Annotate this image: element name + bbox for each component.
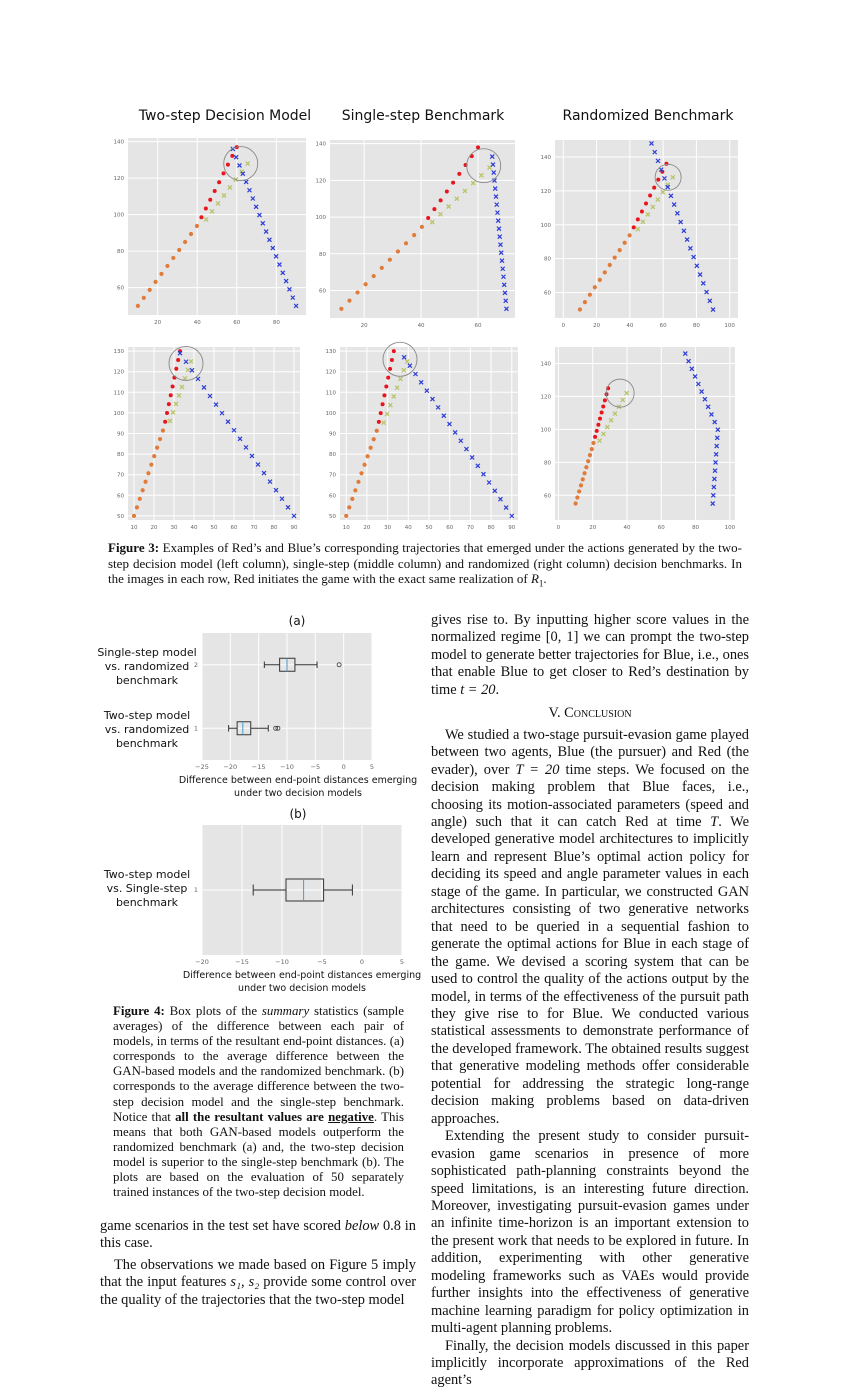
y-tick-label: 100 [113, 410, 124, 417]
x-tick-label: 60 [657, 525, 665, 531]
xlabel-line: Difference between end-point distances emerging [178, 775, 418, 786]
caption-bold: all the resultant values are [175, 1109, 329, 1124]
x-tick-label: −10 [280, 763, 294, 771]
y-tick-label: 60 [117, 493, 124, 500]
y-tick-label: 60 [319, 288, 326, 295]
y-tick-label: 140 [540, 361, 551, 368]
x-tick-label: −5 [310, 763, 321, 771]
caption-end: . [543, 571, 547, 587]
y-tick-label: 100 [325, 410, 336, 417]
math: s₁, s₂ [230, 1274, 260, 1291]
x-tick-label: 70 [466, 525, 474, 531]
paragraph [100, 1218, 416, 1253]
ylabel-line: vs. randomized [104, 660, 190, 673]
y-tick-label: 140 [113, 139, 124, 146]
y-tick-label: 120 [325, 369, 336, 376]
y-tick-label: 110 [325, 390, 336, 397]
math: T = 20 [515, 761, 560, 778]
x-tick-label: 60 [233, 320, 241, 326]
x-tick-label: 10 [130, 525, 138, 531]
text: 0.8 in this case. [100, 1218, 416, 1252]
y-tick-label: 80 [117, 249, 124, 256]
x-tick-label: −15 [251, 763, 266, 771]
text: The observations we made based on Figure 5 imply that the input features [100, 1256, 416, 1291]
x-tick-label: 40 [417, 323, 425, 329]
x-tick-label: 0 [341, 763, 346, 771]
text: game scenarios in the test set have scored [100, 1218, 345, 1234]
y-tick-label: 100 [113, 212, 124, 219]
right-column-body [431, 612, 749, 1390]
y-tick-label: 100 [540, 427, 551, 434]
x-tick-label: 5 [399, 958, 405, 966]
paragraph [431, 612, 749, 699]
x-tick-label: 0 [359, 958, 365, 966]
x-tick-label: 60 [474, 323, 482, 329]
x-tick-label: 90 [508, 525, 516, 531]
y-tick-label: 140 [540, 154, 551, 161]
x-tick-label: 40 [190, 525, 198, 531]
y-tick-label: 120 [315, 178, 326, 185]
ylabel-line: Single-step model [97, 646, 197, 659]
caption-emphasis: summary [261, 1004, 310, 1018]
y-tick-label: 80 [117, 452, 124, 459]
text: . We developed generative model architectures to implicitly learn and represent Blue’s optimal action policy for deciding its speed and angle parameter values in each stage of the game. In particular, we constructed GAN architectures consisting of two generative networks that need to be queried in a sequential fashion to generate the optimal actions for Blue in each stage of the game. We devised a scoring system that can be used to control the quality of the actions output by the model, in terms of the effectiveness of the pursuit path they give rise to for Blue. We conducted various statistical assessments to demonstrate performance of the developed framework. The obtained results suggest that generative modeling methods offer considerable potential for addressing the strategic long-range decision making problems based on data-driven approaches. [431, 813, 749, 1127]
x-tick-label: 40 [626, 323, 634, 329]
y-tick-label: 60 [544, 290, 551, 297]
emphasis: below [344, 1218, 380, 1234]
caption-label: Figure 4: [113, 1004, 165, 1018]
y-tick-label: 90 [329, 431, 336, 438]
ylabel-line: benchmark [115, 737, 179, 750]
text: gives rise to. By inputting higher score values in the normalized regime [431, 612, 749, 646]
y-tick-label: 120 [113, 176, 124, 183]
y-tick-label: 120 [540, 188, 551, 195]
y-tick-label: 1 [193, 886, 198, 894]
x-tick-label: 20 [589, 525, 597, 531]
x-tick-label: 20 [363, 525, 371, 531]
x-tick-label: 20 [154, 320, 162, 326]
paragraph [431, 727, 749, 1128]
ylabel-line: vs. Single-step [106, 882, 188, 895]
caption-label: Figure 3: [108, 540, 160, 555]
y-tick-label: 60 [117, 285, 124, 292]
y-tick-label: 100 [315, 215, 326, 222]
x-tick-label: 50 [210, 525, 218, 531]
y-tick-label: 60 [544, 493, 551, 500]
caption-bold-underlined: negative [328, 1109, 374, 1124]
x-tick-label: 20 [593, 323, 601, 329]
column-title-single-step: Single-step Benchmark [341, 108, 505, 124]
text: . [495, 681, 500, 698]
x-tick-label: 40 [193, 320, 201, 326]
xlabel-line: under two decision models [238, 983, 366, 994]
y-tick-label: 80 [329, 452, 336, 459]
x-tick-label: 5 [369, 763, 375, 771]
x-tick-label: 80 [270, 525, 278, 531]
figure4-caption [113, 1004, 404, 1200]
xlabel-line: under two decision models [234, 788, 362, 799]
x-tick-label: 30 [170, 525, 178, 531]
x-tick-label: 40 [404, 525, 412, 531]
y-tick-label: 80 [319, 251, 326, 258]
y-tick-label: 50 [329, 513, 336, 520]
x-tick-label: 30 [384, 525, 392, 531]
x-tick-label: 60 [230, 525, 238, 531]
x-tick-label: −5 [317, 958, 327, 966]
column-title-two-step: Two-step Decision Model [138, 108, 312, 124]
y-tick-label: 90 [117, 431, 124, 438]
ylabel-line: benchmark [115, 674, 179, 687]
y-tick-label: 80 [544, 256, 551, 263]
math: T [710, 813, 719, 830]
text: provide some control over the quality of the trajectories that the two-step model [100, 1274, 417, 1308]
caption-math: R [530, 571, 539, 587]
paragraph [100, 1257, 416, 1309]
x-tick-label: 70 [250, 525, 258, 531]
x-tick-label: 80 [692, 323, 700, 329]
x-tick-label: −20 [195, 958, 209, 966]
math: t = 20 [460, 681, 496, 698]
caption-text: . This means that both GAN-based models outperform the randomized benchmark (a) and, the two-step decision model is superior to the single-step benchmark (b). The plots are based on the evaluation of 50 separately trained instances of the two-step decision model. [113, 1109, 404, 1200]
x-tick-label: −20 [223, 763, 238, 771]
section-heading: V. Conclusion [548, 705, 632, 722]
text: We studied a two-stage pursuit-evasion game played between two agents, Blue (the pursuer) and Red (the evader), over [431, 726, 749, 778]
x-tick-label: 10 [342, 525, 350, 531]
x-tick-label: 20 [150, 525, 158, 531]
y-tick-label: 130 [325, 349, 336, 356]
paragraph: Finally, the decision models discussed in this paper implicitly incorporate approximations of the Red agent’s [431, 1337, 749, 1389]
x-tick-label: 90 [290, 525, 298, 531]
boxplot-a-title: (a) [288, 614, 306, 628]
boxplot-b-title: (b) [289, 807, 307, 821]
left-column-body [100, 1218, 416, 1309]
x-tick-label: −10 [275, 958, 289, 966]
ylabel-line: vs. randomized [104, 723, 190, 736]
y-tick-label: 130 [113, 349, 124, 356]
y-tick-label: 2 [193, 660, 198, 669]
column-title-randomized: Randomized Benchmark [562, 108, 734, 124]
x-tick-label: 20 [360, 323, 368, 329]
caption-text: Examples of Red’s and Blue’s corresponding trajectories that emerged under the actions generated by the two-step decision model (left column), single-step (middle column) and randomized (right column) decision benchmarks. In the images in each row, Red initiates the game with the exact same realization of [108, 540, 743, 587]
x-tick-label: 80 [692, 525, 700, 531]
y-tick-label: 60 [329, 493, 336, 500]
x-tick-label: 60 [659, 323, 667, 329]
caption-text: Box plots of the [164, 1004, 262, 1018]
x-tick-label: 80 [272, 320, 280, 326]
x-tick-label: 100 [724, 525, 736, 531]
y-tick-label: 140 [315, 141, 326, 148]
x-tick-label: −25 [195, 763, 209, 771]
y-tick-label: 70 [329, 472, 336, 479]
ylabel-line: Two-step model [103, 868, 191, 881]
paragraph: Extending the present study to consider pursuit-evasion game scenarios in presence of more sophisticated path-planning constraints beyond the speed limitations, is an interesting future direction. Moreover, investigating pursuit-evasion games under an infinite time-horizon is an important extension to the present work that needs to be explored in future. In addition, experimenting with other generative modeling frameworks such as VAEs would provide further insights into the effectiveness of generative machine learning paradigm for policy optimization in multi-agent planning problems. [431, 1128, 749, 1337]
x-tick-label: 80 [487, 525, 495, 531]
caption-sub: 1 [538, 578, 544, 589]
x-tick-label: 0 [561, 323, 566, 329]
text: we can prompt the two-step model to generate better trajectories for Blue, i.e., ones that enable Blue to get closer to Red’s destination by time [431, 629, 749, 698]
caption-text: statistics (sample averages) of the difference between each pair of models, in terms of the resultant end-point distances. (a) corresponds to the average difference between the GAN-based models and the randomized benchmark. (b) corresponds to the average difference between the two-step decision model and the single-step benchmark. Notice that [113, 1004, 404, 1124]
y-tick-label: 120 [540, 394, 551, 401]
y-tick-label: 1 [193, 724, 198, 733]
math: [0, 1] [545, 629, 579, 646]
x-tick-label: 100 [724, 323, 735, 329]
x-tick-label: 50 [425, 525, 433, 531]
y-tick-label: 50 [117, 513, 124, 520]
xlabel-line: Difference between end-point distances emerging [182, 970, 422, 981]
y-tick-label: 80 [544, 460, 551, 467]
x-tick-label: 60 [446, 525, 454, 531]
x-tick-label: 0 [556, 525, 561, 531]
x-tick-label: 40 [623, 525, 631, 531]
y-tick-label: 100 [540, 222, 551, 229]
y-tick-label: 120 [113, 369, 124, 376]
x-tick-label: −15 [235, 958, 249, 966]
text: time steps. We focused on the decision making problem that Blue faces, i.e., choosing its motion-associated parameters (speed and angle) such that it can catch Red at time [431, 761, 750, 830]
ylabel-line: benchmark [115, 896, 179, 909]
ylabel-line: Two-step model [103, 709, 191, 722]
y-tick-label: 110 [113, 390, 124, 397]
y-tick-label: 70 [117, 472, 124, 479]
